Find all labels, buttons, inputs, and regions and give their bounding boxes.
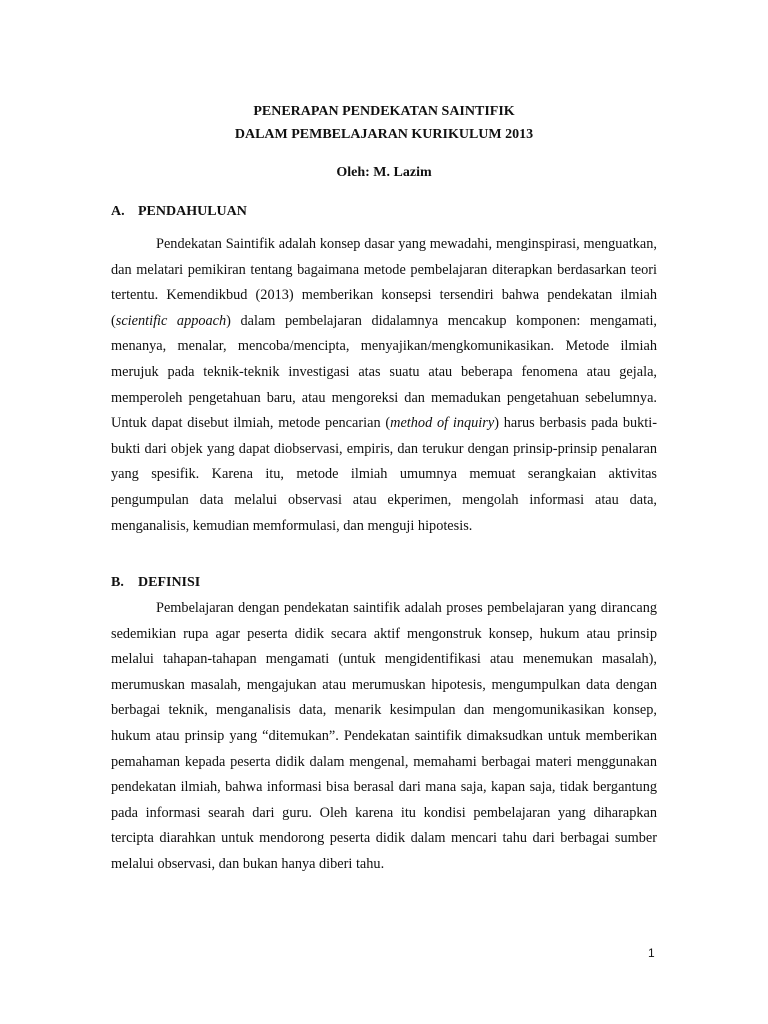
paragraph-definisi [111,596,657,878]
para-a-text-1: Pendekatan Saintifik adalah konsep dasar yang mewadahi, menginspirasi, menguatkan, dan melatari pemikiran tentang bagaimana metode pembelajaran diterapkan berdasarkan teori tertentu. Kemendikbud (2013) memberikan konsepsi tersendiri bahwa pendekatan ilmiah ( [111,236,657,329]
section-a-number: A. [111,204,125,219]
section-a-title: PENDAHULUAN [138,204,247,219]
para-a-text-2: ) dalam pembelajaran didalamnya mencakup komponen: mengamati, menanya, menalar, mencoba/mencipta, menyajikan/mengkomunikasikan. Metode ilmiah merujuk pada teknik-teknik investigasi atas suatu atau beberapa fenomena atau gejala, memperoleh pengetahuan baru, atau mengoreksi dan memadukan pengetahuan sebelumnya. Untuk dapat disebut ilmiah, metode pencarian ( [111,312,658,432]
para-a-text-3: ) harus berbasis pada bukti-bukti dari objek yang dapat diobservasi, empiris, dan terukur dengan prinsip-prinsip penalaran yang spesifik. Karena itu, metode ilmiah umumnya memuat serangkaian aktivitas pengumpulan data melalui observasi atau ekperimen, mengolah informasi atau data, menganalisis, kemudian memformulasi, dan menguji hipotesis. [111,415,658,534]
title-line-1: PENERAPAN PENDEKATAN SAINTIFIK [253,104,515,119]
title-line-2: DALAM PEMBELAJARAN KURIKULUM 2013 [234,127,534,142]
para-a-italic-1: scientific appoach [115,312,227,329]
section-b-title: DEFINISI [138,575,201,590]
paragraph-pendahuluan [111,232,657,539]
section-b-number: B. [111,575,124,590]
para-a-italic-2: method of inquiry [390,415,495,432]
section-a-heading [111,204,247,220]
page-number: 1 [648,946,655,960]
author-line: Oleh: M. Lazim [336,165,432,180]
section-b-heading [111,575,200,591]
para-b-text: Pembelajaran dengan pendekatan saintifik adalah proses pembelajaran yang dirancang sedemikian rupa agar peserta didik secara aktif mengonstruk konsep, hukum atau prinsip melalui tahapan-tahapan mengamati (untuk mengidentifikasi atau menemukan masalah), merumuskan masalah, mengajukan atau merumuskan hipotesis, mengumpulkan data dengan berbagai teknik, menganalisis data, menarik kesimpulan dan mengomunikasikan konsep, hukum atau prinsip yang “ditemukan”. Pendekatan saintifik dimaksudkan untuk memberikan pemahaman kepada peserta didik dalam mengenal, memahami berbagai materi menggunakan pendekatan ilmiah, bahwa informasi bisa berasal dari mana saja, kapan saja, tidak bergantung pada informasi searah dari guru. Oleh karena itu kondisi pembelajaran yang diharapkan tercipta diarahkan untuk mendorong peserta didik dalam mencari tahu dari berbagai sumber melalui observasi, dan bukan hanya diberi tahu. [111,600,657,872]
